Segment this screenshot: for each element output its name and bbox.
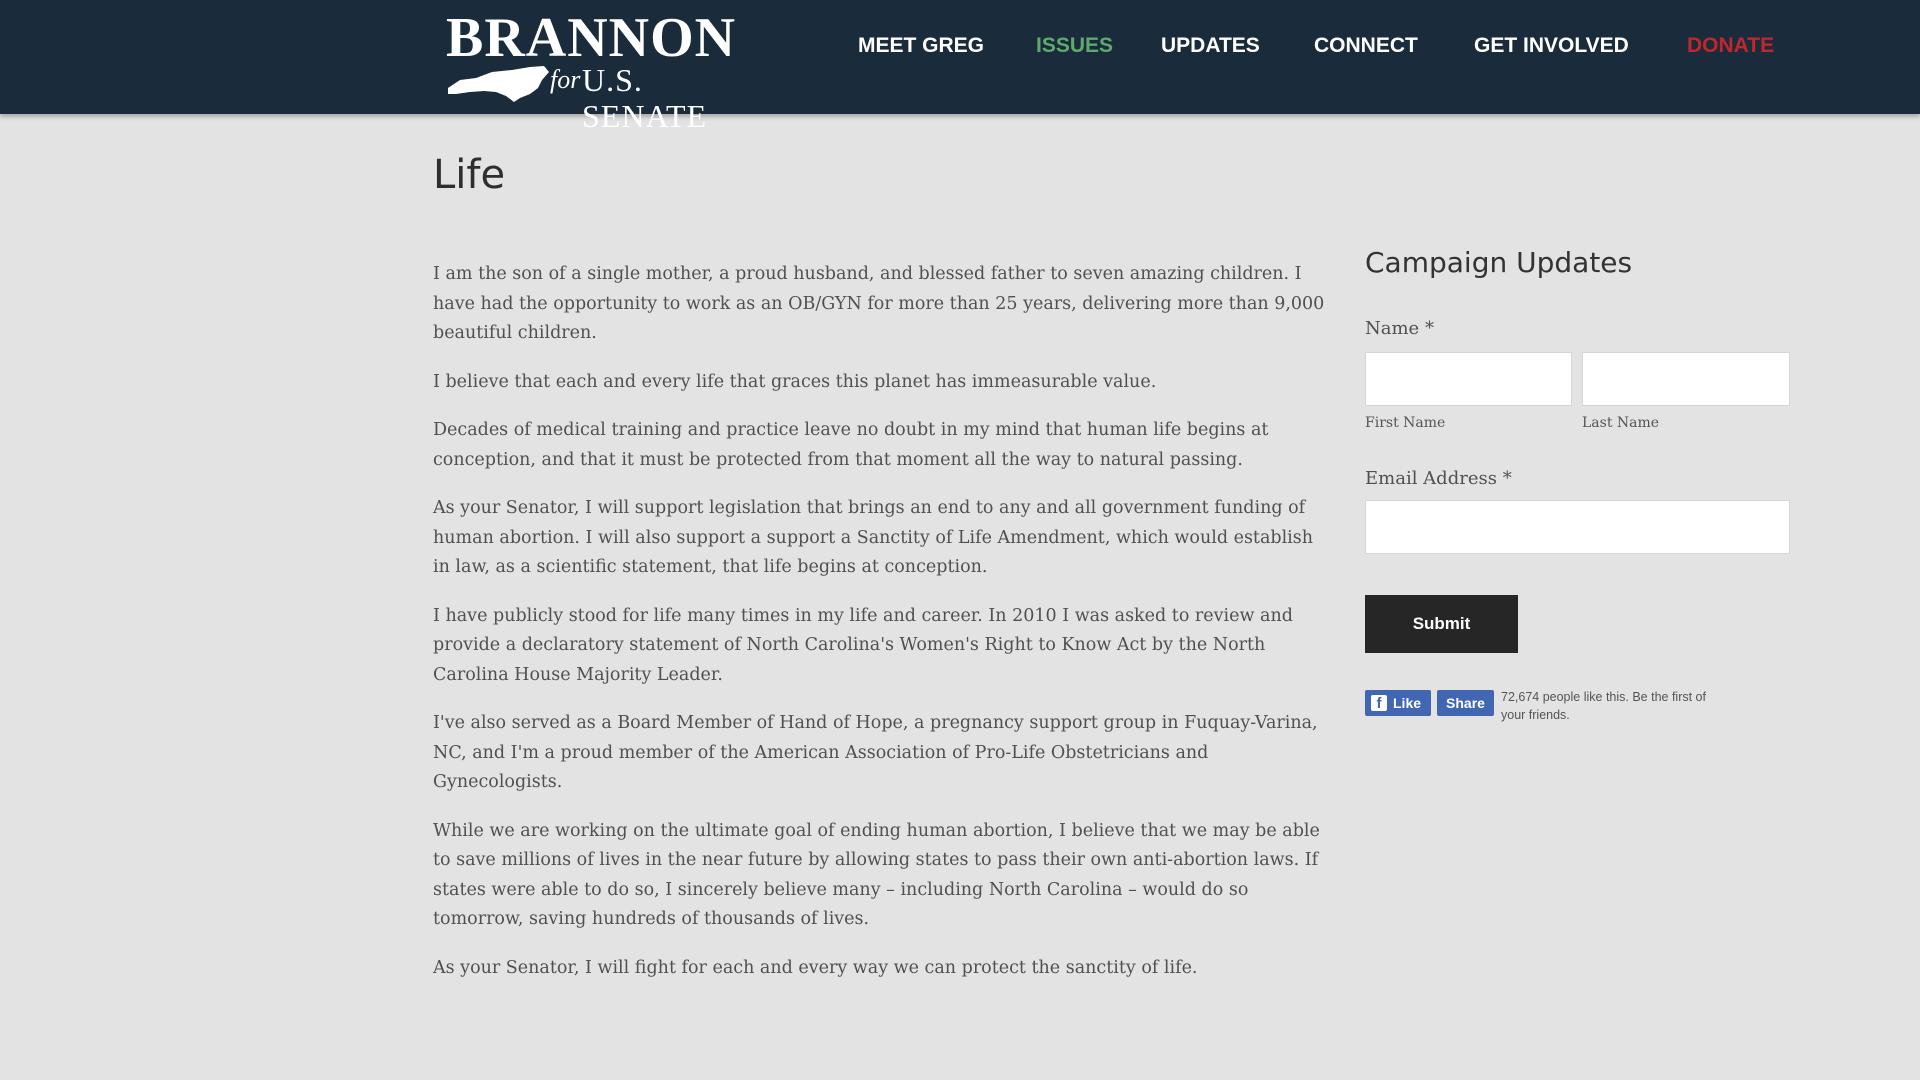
issue-article (433, 260, 1328, 1002)
site-header (0, 0, 1920, 134)
campaign-updates-sidebar (1365, 240, 1790, 722)
facebook-share-button[interactable]: Share (1437, 690, 1494, 716)
logo-for: for (550, 65, 581, 94)
article-paragraph: I have publicly stood for life many times in my life and career. In 2010 I was asked to review and provide a declaratory statement of North Carolina's Women's Right to Know Act by the North Carolina House Majority Leader. (433, 605, 1293, 685)
nav-get-involved[interactable]: GET INVOLVED (1474, 34, 1629, 57)
article-paragraph: As your Senator, I will support legislation that brings an end to any and all government funding of human abortion. I will also support a support a Sanctity of Life Amendment, which would establish in law, as a scientific statement, that life begins at conception. (433, 498, 1314, 577)
nav-issues[interactable]: ISSUES (1036, 34, 1114, 57)
facebook-like-button[interactable] (1365, 690, 1431, 716)
logo-office: U.S. SENATE (582, 62, 708, 134)
name-label (1365, 318, 1434, 339)
facebook-icon: f (1371, 695, 1387, 711)
email-label-text: Email Address (1365, 468, 1497, 489)
email-label (1365, 468, 1512, 489)
facebook-social-plugin (1365, 690, 1790, 730)
required-mark: * (1502, 468, 1512, 489)
name-label-text: Name (1365, 318, 1420, 339)
article-paragraph: As your Senator, I will fight for each and every way we can protect the sanctity of life. (433, 957, 1198, 978)
nav-connect[interactable]: CONNECT (1314, 34, 1418, 57)
submit-button[interactable]: Submit (1365, 595, 1518, 653)
required-mark: * (1424, 318, 1434, 339)
sidebar-title: Campaign Updates (1365, 246, 1633, 279)
article-paragraph: While we are working on the ultimate goal of ending human abortion, I believe that we may be able to save millions of lives in the near future by allowing states to pass their own anti-abortion laws. If states were able to do so, I sincerely believe many – including North Carolina – would do so tomorrow, saving hundreds of thousands of lives. (433, 820, 1320, 929)
nav-meet-greg[interactable]: MEET GREG (858, 34, 985, 57)
last-name-input[interactable] (1582, 352, 1790, 406)
north-carolina-state-icon (446, 58, 551, 104)
site-logo[interactable] (446, 6, 766, 134)
article-paragraph: I believe that each and every life that graces this planet has immeasurable value. (433, 371, 1157, 392)
facebook-like-count-text: 72,674 people like this. Be the first of your friends. (1501, 690, 1706, 722)
article-paragraph: Decades of medical training and practice leave no doubt in my mind that human life begins at conception, and that it must be protected from that moment all the way to natural passing. (433, 420, 1269, 470)
nav-updates[interactable]: UPDATES (1161, 34, 1260, 57)
article-paragraph: I am the son of a single mother, a proud husband, and blessed father to seven amazing children. I have had the opportunity to work as an OB/GYN for more than 25 years, delivering more than 9,000 beautiful children. (433, 264, 1325, 343)
facebook-like-label: Like (1393, 695, 1422, 711)
last-name-sublabel: Last Name (1582, 415, 1660, 431)
article-paragraph: I've also served as a Board Member of Hand of Hope, a pregnancy support group in Fuquay-Varina, NC, and I'm a proud member of the American Association of Pro-Life Obstetricians and Gynecologists. (433, 713, 1318, 792)
email-input[interactable] (1365, 500, 1790, 554)
page-title: Life (433, 152, 506, 198)
logo-name: BRANNON (446, 7, 737, 69)
first-name-input[interactable] (1365, 352, 1572, 406)
nav-donate[interactable]: DONATE (1687, 34, 1775, 57)
first-name-sublabel: First Name (1365, 415, 1446, 431)
